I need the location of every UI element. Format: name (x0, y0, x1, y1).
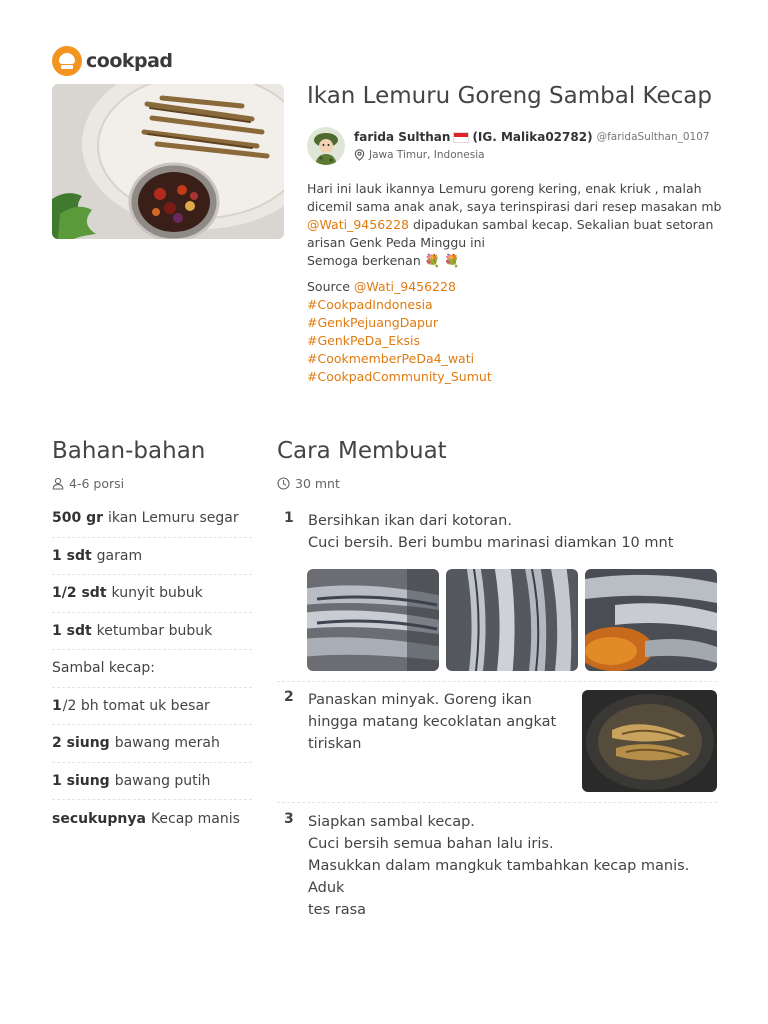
step-text-line: Masukkan dalam mangkuk tambahkan kecap manis. Aduk (308, 858, 690, 896)
steps-heading: Cara Membuat (277, 438, 447, 464)
servings (52, 476, 124, 491)
ingredient-name: ikan Lemuru segar (108, 510, 239, 527)
ingredient-name: /2 bh tomat uk besar (62, 697, 210, 714)
author-handle: @faridaSulthan_0107 (596, 131, 710, 143)
recipe-title: Ikan Lemuru Goreng Sambal Kecap (307, 83, 712, 109)
ingredient-qty: secukupnya (52, 810, 146, 827)
ingredient-subheading (52, 650, 252, 688)
ingredient-item (52, 688, 252, 726)
chef-hat-icon (52, 46, 82, 76)
ingredient-item (52, 500, 252, 538)
hashtag-link[interactable]: #CookpadIndonesia (307, 297, 433, 312)
hashtag-link[interactable]: #CookpadCommunity_Sumut (307, 369, 492, 384)
hashtag-link[interactable]: #GenkPejuangDapur (307, 315, 438, 330)
ingredient-item (52, 763, 252, 801)
description-text-2: dipadukan sambal kecap. Sekalian buat setoran arisan Genk Peda Minggu ini (307, 217, 714, 250)
ingredients-heading: Bahan-bahan (52, 438, 206, 464)
recipe-hero-photo (52, 84, 284, 239)
step-text-line: Cuci bersih semua bahan lalu iris. (308, 836, 554, 852)
step-divider (277, 681, 717, 682)
step-divider (277, 802, 717, 803)
cook-time-text: 30 mnt (295, 476, 340, 491)
author-location: Jawa Timur, Indonesia (369, 149, 485, 161)
cookpad-logo[interactable] (52, 46, 173, 76)
description-text-3: Semoga berkenan 💐 💐 (307, 253, 460, 268)
recipe-description (307, 180, 723, 386)
step-number: 1 (284, 510, 294, 526)
source-label: Source (307, 279, 354, 294)
step-number: 2 (284, 689, 294, 705)
ingredient-qty: 1 (52, 697, 62, 714)
step-text-line: Siapkan sambal kecap. (308, 814, 475, 830)
ingredient-name: bawang putih (114, 772, 211, 789)
step-3 (277, 811, 717, 918)
ingredient-item (52, 613, 252, 651)
avatar[interactable] (307, 127, 345, 165)
ingredient-list (52, 500, 252, 838)
ingredient-name: Sambal kecap: (52, 660, 156, 677)
step-1-photo-3[interactable] (585, 569, 717, 671)
ingredient-item (52, 725, 252, 763)
ingredient-item (52, 538, 252, 576)
step-number: 3 (284, 811, 294, 827)
ingredient-qty: 500 gr (52, 510, 104, 527)
ingredient-item (52, 800, 252, 838)
cook-time (277, 476, 340, 491)
step-2-photo[interactable] (582, 690, 717, 792)
step-text-line: Bersihkan ikan dari kotoran. (308, 513, 512, 529)
ingredient-name: Kecap manis (150, 810, 240, 827)
servings-text: 4-6 porsi (69, 476, 125, 491)
ingredient-qty: 2 siung (52, 735, 110, 752)
step-text-line: hingga matang kecoklatan angkat (308, 714, 557, 730)
location-pin-icon (354, 149, 365, 161)
source-mention-link[interactable]: @Wati_9456228 (353, 279, 456, 294)
ingredient-name: kunyit bubuk (111, 585, 203, 602)
indonesia-flag-icon (453, 132, 469, 143)
step-text-line: Panaskan minyak. Goreng ikan (308, 692, 532, 708)
ingredient-name: garam (96, 547, 143, 564)
clock-icon (277, 477, 290, 490)
hashtag-link[interactable]: #CookmemberPeDa4_wati (307, 351, 475, 366)
logo-text: cookpad (86, 50, 173, 72)
author-ig: (IG. Malika02782) (472, 130, 593, 144)
author-name[interactable]: farida Sulthan (354, 130, 451, 144)
ingredient-name: bawang merah (114, 735, 220, 752)
step-1-photo-2[interactable] (446, 569, 578, 671)
author-block (307, 127, 710, 165)
step-text-line: tes rasa (308, 902, 367, 918)
description-text: Hari ini lauk ikannya Lemuru goreng kering, enak kriuk , malah dicemil sama anak anak, saya terinspirasi dari resep masakan mb (307, 181, 722, 214)
ingredient-qty: 1 sdt (52, 547, 92, 564)
step-text-line: tiriskan (308, 736, 362, 752)
ingredient-qty: 1/2 sdt (52, 585, 107, 602)
hashtag-link[interactable]: #GenkPeDa_Eksis (307, 333, 420, 348)
ingredient-qty: 1 siung (52, 772, 110, 789)
person-icon (52, 477, 64, 490)
ingredient-item (52, 575, 252, 613)
step-1-photo-1[interactable] (307, 569, 439, 671)
ingredient-name: ketumbar bubuk (96, 622, 213, 639)
ingredient-qty: 1 sdt (52, 622, 92, 639)
step-text-line: Cuci bersih. Beri bumbu marinasi diamkan 10 mnt (308, 535, 674, 551)
mention-link[interactable]: @Wati_9456228 (307, 217, 410, 232)
